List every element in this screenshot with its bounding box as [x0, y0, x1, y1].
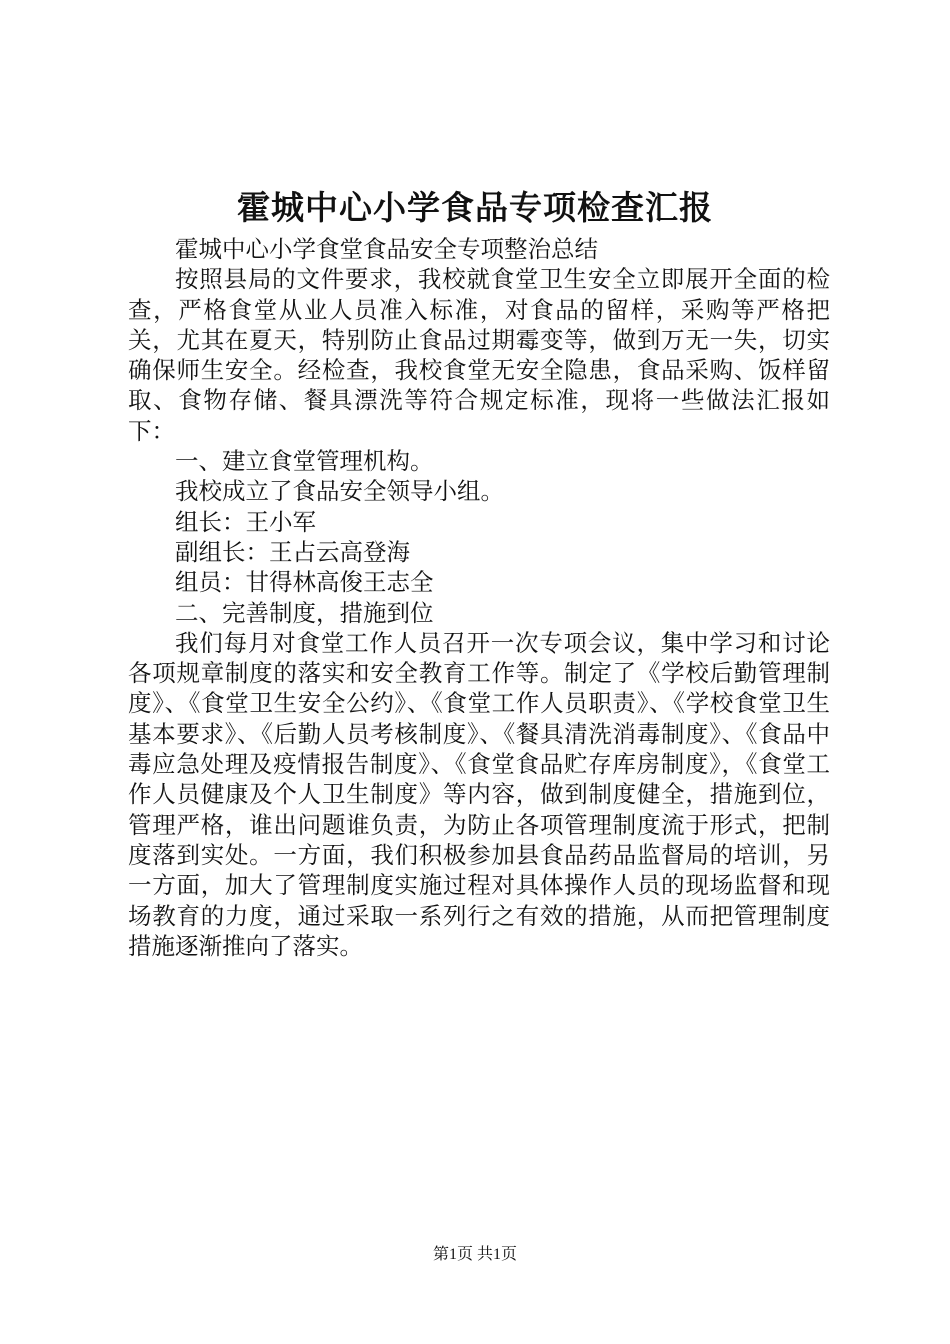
page-footer: 第1页 共1页	[432, 1246, 517, 1263]
paragraph-group-leader: 组长：王小军	[175, 507, 316, 536]
paragraph-subtitle: 霍城中心小学食堂食品安全专项整治总结	[175, 235, 598, 263]
document-body	[128, 234, 830, 961]
document-title: 霍城中心小学食品专项检查汇报	[237, 188, 713, 227]
section-heading-1: 一、建立食堂管理机构。	[175, 447, 434, 476]
section-heading-2: 二、完善制度，措施到位	[175, 598, 434, 627]
paragraph-members: 组员：甘得林高俊王志全	[175, 568, 434, 597]
paragraph-deputy-leader: 副组长：王占云高登海	[175, 537, 410, 566]
paragraph-systems: 我们每月对食堂工作人员召开一次专项会议，集中学习和讨论各项规章制度的落实和安全教育工作等。制定了《学校后勤管理制度》、《食堂卫生安全公约》、《食堂工作人员职责》、《学校食堂卫生基本要求》、《后勤人员考核制度》、《餐具清洗消毒制度》、《食品中毒应急处理及疫情报告制度》、《食堂食品贮存库房制度》，《食堂工作人员健康及个人卫生制度》等内容，做到制度健全，措施到位，管理严格，谁出问题谁负责，为防止各项管理制度流于形式，把制度落到实处。一方面，我们积极参加县食品药品监督局的培训，另一方面，加大了管理制度实施过程对具体操作人员的现场监督和现场教育的力度，通过采取一系列行之有效的措施，从而把管理制度措施逐渐推向了落实。	[128, 628, 830, 960]
paragraph-group-formed: 我校成立了食品安全领导小组。	[175, 477, 504, 506]
paragraph-intro: 按照县局的文件要求，我校就食堂卫生安全立即展开全面的检查，严格食堂从业人员准入标准，对食品的留样，采购等严格把关，尤其在夏天，特别防止食品过期霉变等，做到万无一失，切实确保师生安全。经检查，我校食堂无安全隐患，食品采购、饭样留取、食物存储、餐具漂洗等符合规定标准，现将一些做法汇报如下：	[128, 265, 830, 445]
